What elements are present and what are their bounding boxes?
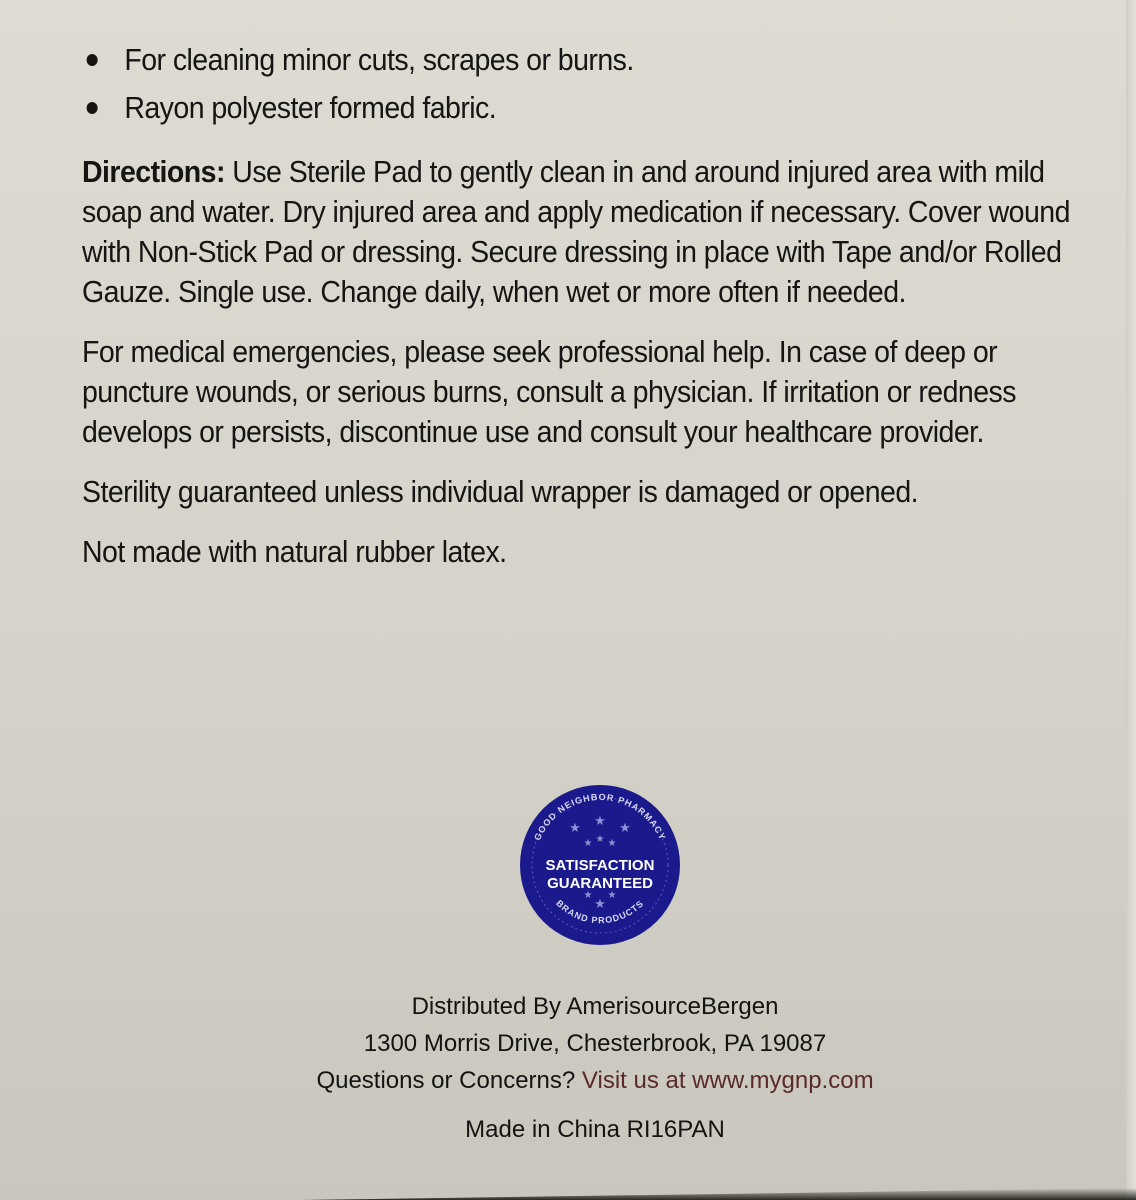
warning-paragraph: For medical emergencies, please seek professional help. In case of deep or puncture wounds, or serious burns, consult a physician. If irritation or redness develops or persists, discontinue use and consult your healthcare provider. — [82, 334, 1016, 449]
feature-item: For cleaning minor cuts, scrapes or burns. — [82, 36, 1011, 84]
svg-text:★: ★ — [583, 838, 593, 849]
website-link[interactable]: Visit us at www.mygnp.com — [581, 1067, 874, 1094]
svg-text:SATISFACTION: SATISFACTION — [545, 857, 655, 874]
svg-text:★: ★ — [583, 890, 593, 901]
svg-text:★: ★ — [594, 897, 606, 912]
contact-line: Questions or Concerns? Visit us at www.mygnp.com — [316, 1067, 874, 1094]
satisfaction-seal — [505, 770, 695, 960]
label-text — [82, 36, 1070, 592]
directions-paragraph — [82, 152, 1085, 312]
package-edge — [1126, 0, 1136, 1200]
distributor-name: Distributed By AmerisourceBergen — [411, 993, 779, 1020]
origin-code: Made in China RI16PAN — [465, 1116, 725, 1143]
bullet-icon — [87, 54, 98, 66]
svg-text:★: ★ — [619, 821, 631, 836]
seal-badge-icon — [505, 770, 695, 960]
bullet-icon — [87, 102, 98, 114]
svg-text:★: ★ — [607, 838, 617, 849]
svg-text:★: ★ — [594, 814, 606, 829]
distributor-info — [230, 988, 960, 1148]
distributor-address: 1300 Morris Drive, Chesterbrook, PA 19087 — [363, 1030, 827, 1057]
latex-note: Not made with natural rubber latex. — [82, 534, 507, 569]
svg-text:GOOD NEIGHBOR PHARMACY: GOOD NEIGHBOR PHARMACY — [532, 791, 668, 843]
feature-item: Rayon polyester formed fabric. — [82, 84, 1011, 132]
sterility-note: Sterility guaranteed unless individual wrapper is damaged or opened. — [82, 474, 919, 509]
svg-text:GUARANTEED: GUARANTEED — [547, 875, 653, 892]
svg-text:★: ★ — [607, 890, 617, 901]
feature-list — [82, 36, 1011, 132]
directions-text: Use Sterile Pad to gently clean in and around injured area with mild soap and water. Dry injured area and apply medication if necessary. Cover wound with Non-Stick Pad or dressing. Secure dressing in place with Tape and/or Rolled Gauze. Single use. Change daily, when wet or more often if needed. — [82, 154, 1070, 309]
svg-text:BRAND PRODUCTS: BRAND PRODUCTS — [554, 898, 646, 926]
directions-label: Directions: — [82, 154, 225, 189]
svg-text:★: ★ — [569, 821, 581, 836]
svg-text:★: ★ — [595, 834, 605, 845]
